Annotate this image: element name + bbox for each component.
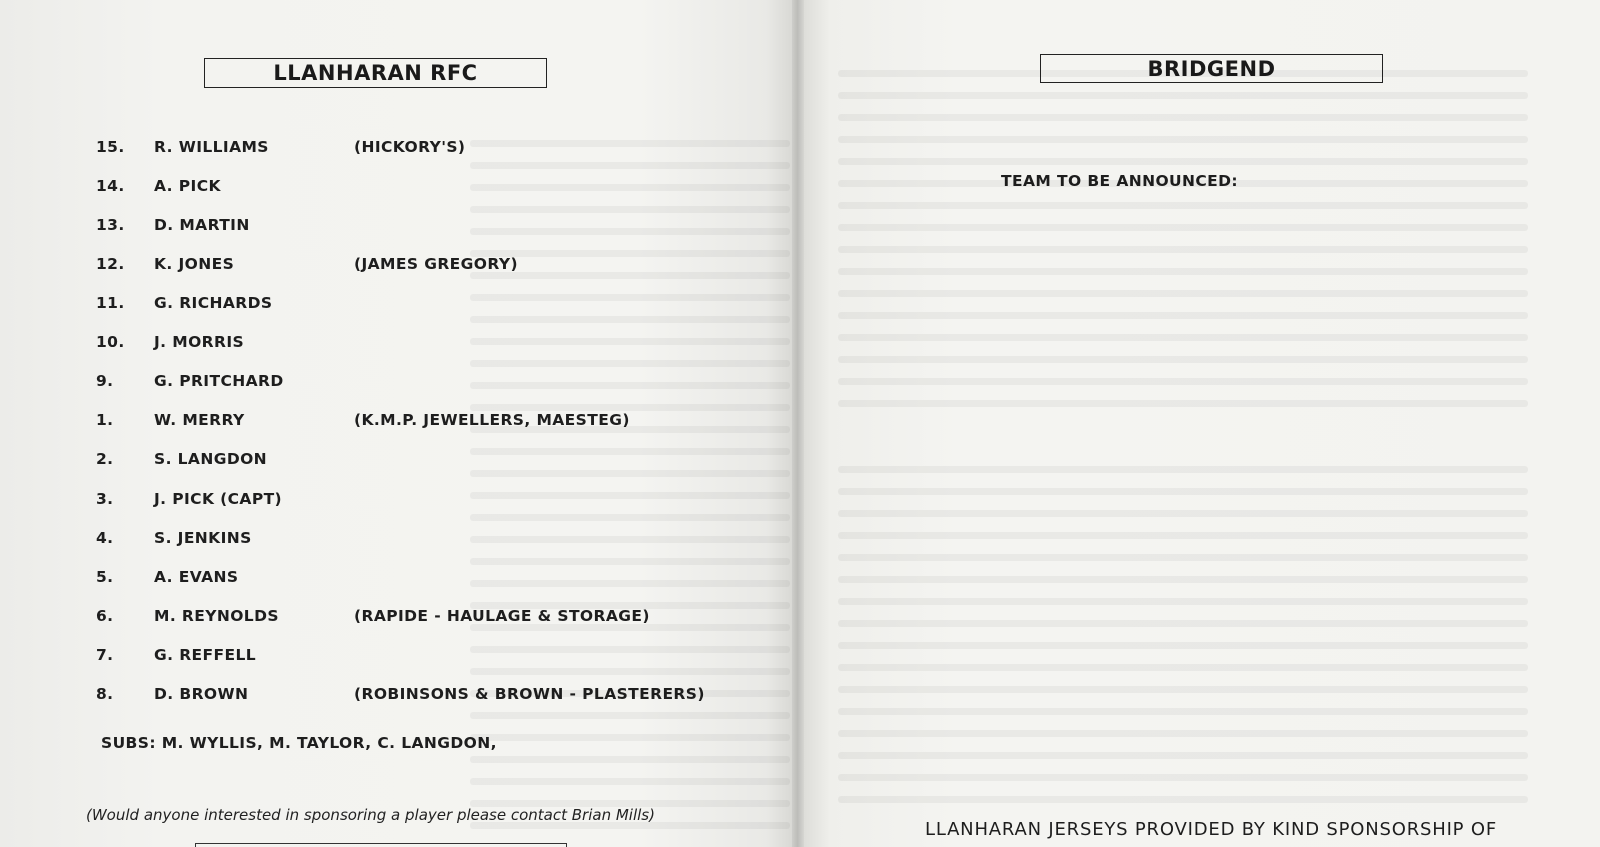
player-number: 4. <box>96 529 114 547</box>
bleed-through-texture <box>470 338 790 345</box>
bleed-through-texture <box>838 114 1528 121</box>
player-name: S. LANGDON <box>154 450 268 468</box>
player-name: W. MERRY <box>154 411 245 429</box>
bleed-through-texture <box>470 822 790 829</box>
llanharan-team-title: LLANHARAN RFC <box>204 58 547 88</box>
bleed-through-texture <box>470 778 790 785</box>
bleed-through-texture <box>470 514 790 521</box>
bleed-through-texture <box>470 536 790 543</box>
player-name: K. JONES <box>154 255 235 273</box>
bleed-through-texture <box>470 228 790 235</box>
bleed-through-texture <box>838 400 1528 407</box>
bleed-through-texture <box>838 730 1528 737</box>
bleed-through-texture <box>838 752 1528 759</box>
bleed-through-texture <box>838 356 1528 363</box>
bleed-through-texture <box>470 404 790 411</box>
bleed-through-texture <box>470 250 790 257</box>
bleed-through-texture <box>838 224 1528 231</box>
bleed-through-texture <box>838 268 1528 275</box>
bleed-through-texture <box>470 646 790 653</box>
player-sponsor: (HICKORY'S) <box>354 138 466 156</box>
team-to-be-announced: TEAM TO BE ANNOUNCED: <box>1001 172 1239 190</box>
player-name: J. MORRIS <box>154 333 245 351</box>
player-number: 10. <box>96 333 125 351</box>
bleed-through-texture <box>838 312 1528 319</box>
bleed-through-texture <box>470 734 790 741</box>
player-name: R. WILLIAMS <box>154 138 269 156</box>
bleed-through-texture <box>838 708 1528 715</box>
substitutes-line: SUBS: M. WYLLIS, M. TAYLOR, C. LANGDON, <box>101 734 497 752</box>
bleed-through-texture <box>838 796 1528 803</box>
bleed-through-texture <box>838 180 1528 187</box>
player-number: 12. <box>96 255 125 273</box>
bleed-through-texture <box>470 294 790 301</box>
player-sponsor: (JAMES GREGORY) <box>354 255 518 273</box>
bleed-through-texture <box>470 162 790 169</box>
player-number: 11. <box>96 294 125 312</box>
player-number: 7. <box>96 646 114 664</box>
sponsorship-note: (Would anyone interested in sponsoring a player please contact Brian Mills) <box>86 806 655 824</box>
bleed-through-texture <box>838 664 1528 671</box>
bleed-through-texture <box>470 272 790 279</box>
bleed-through-texture <box>470 206 790 213</box>
bleed-through-texture <box>470 712 790 719</box>
bridgend-team-title: BRIDGEND <box>1040 54 1383 83</box>
bleed-through-texture <box>838 158 1528 165</box>
bleed-through-texture <box>470 602 790 609</box>
bleed-through-texture <box>838 334 1528 341</box>
player-number: 8. <box>96 685 114 703</box>
player-name: G. RICHARDS <box>154 294 273 312</box>
bleed-through-texture <box>838 246 1528 253</box>
player-number: 1. <box>96 411 114 429</box>
player-number: 14. <box>96 177 125 195</box>
right-page <box>798 0 1600 847</box>
bleed-through-texture <box>470 624 790 631</box>
player-number: 6. <box>96 607 114 625</box>
bleed-through-texture <box>838 202 1528 209</box>
bleed-through-texture <box>838 92 1528 99</box>
bleed-through-texture <box>838 576 1528 583</box>
bleed-through-texture <box>470 470 790 477</box>
player-number: 3. <box>96 490 114 508</box>
player-number: 15. <box>96 138 125 156</box>
player-name: M. REYNOLDS <box>154 607 279 625</box>
player-sponsor: (K.M.P. JEWELLERS, MAESTEG) <box>354 411 630 429</box>
bleed-through-texture <box>470 426 790 433</box>
bleed-through-texture <box>838 510 1528 517</box>
bleed-through-texture <box>838 620 1528 627</box>
bleed-through-texture <box>470 382 790 389</box>
bleed-through-texture <box>838 686 1528 693</box>
bleed-through-texture <box>838 70 1528 77</box>
bleed-through-texture <box>470 316 790 323</box>
bleed-through-texture <box>470 800 790 807</box>
player-sponsor: (ROBINSONS & BROWN - PLASTERERS) <box>354 685 705 703</box>
left-page <box>0 0 798 847</box>
bleed-through-texture <box>838 532 1528 539</box>
bleed-through-texture <box>838 642 1528 649</box>
bleed-through-texture <box>838 554 1528 561</box>
player-number: 5. <box>96 568 114 586</box>
book-spine-shadow <box>792 0 804 847</box>
bleed-through-texture <box>470 756 790 763</box>
bleed-through-texture <box>470 668 790 675</box>
player-sponsor: (RAPIDE - HAULAGE & STORAGE) <box>354 607 650 625</box>
player-name: J. PICK (CAPT) <box>154 490 283 508</box>
player-name: A. PICK <box>154 177 221 195</box>
bleed-through-texture <box>470 558 790 565</box>
bleed-through-texture <box>470 448 790 455</box>
player-number: 2. <box>96 450 114 468</box>
bleed-through-texture <box>838 598 1528 605</box>
player-number: 9. <box>96 372 114 390</box>
player-name: G. REFFELL <box>154 646 257 664</box>
bottom-box-partial <box>195 843 567 847</box>
player-name: A. EVANS <box>154 568 239 586</box>
bleed-through-texture <box>470 690 790 697</box>
bleed-through-texture <box>470 360 790 367</box>
bleed-through-texture <box>470 140 790 147</box>
bleed-through-texture <box>838 774 1528 781</box>
player-name: G. PRITCHARD <box>154 372 284 390</box>
player-name: D. BROWN <box>154 685 249 703</box>
jersey-sponsorship-line: LLANHARAN JERSEYS PROVIDED BY KIND SPONSORSHIP OF <box>925 819 1497 840</box>
bleed-through-texture <box>470 492 790 499</box>
bleed-through-texture <box>838 136 1528 143</box>
player-number: 13. <box>96 216 125 234</box>
bleed-through-texture <box>838 290 1528 297</box>
player-name: S. JENKINS <box>154 529 252 547</box>
bleed-through-texture <box>470 580 790 587</box>
bleed-through-texture <box>838 378 1528 385</box>
bleed-through-texture <box>470 184 790 191</box>
bleed-through-texture <box>838 466 1528 473</box>
player-name: D. MARTIN <box>154 216 250 234</box>
bleed-through-texture <box>838 488 1528 495</box>
